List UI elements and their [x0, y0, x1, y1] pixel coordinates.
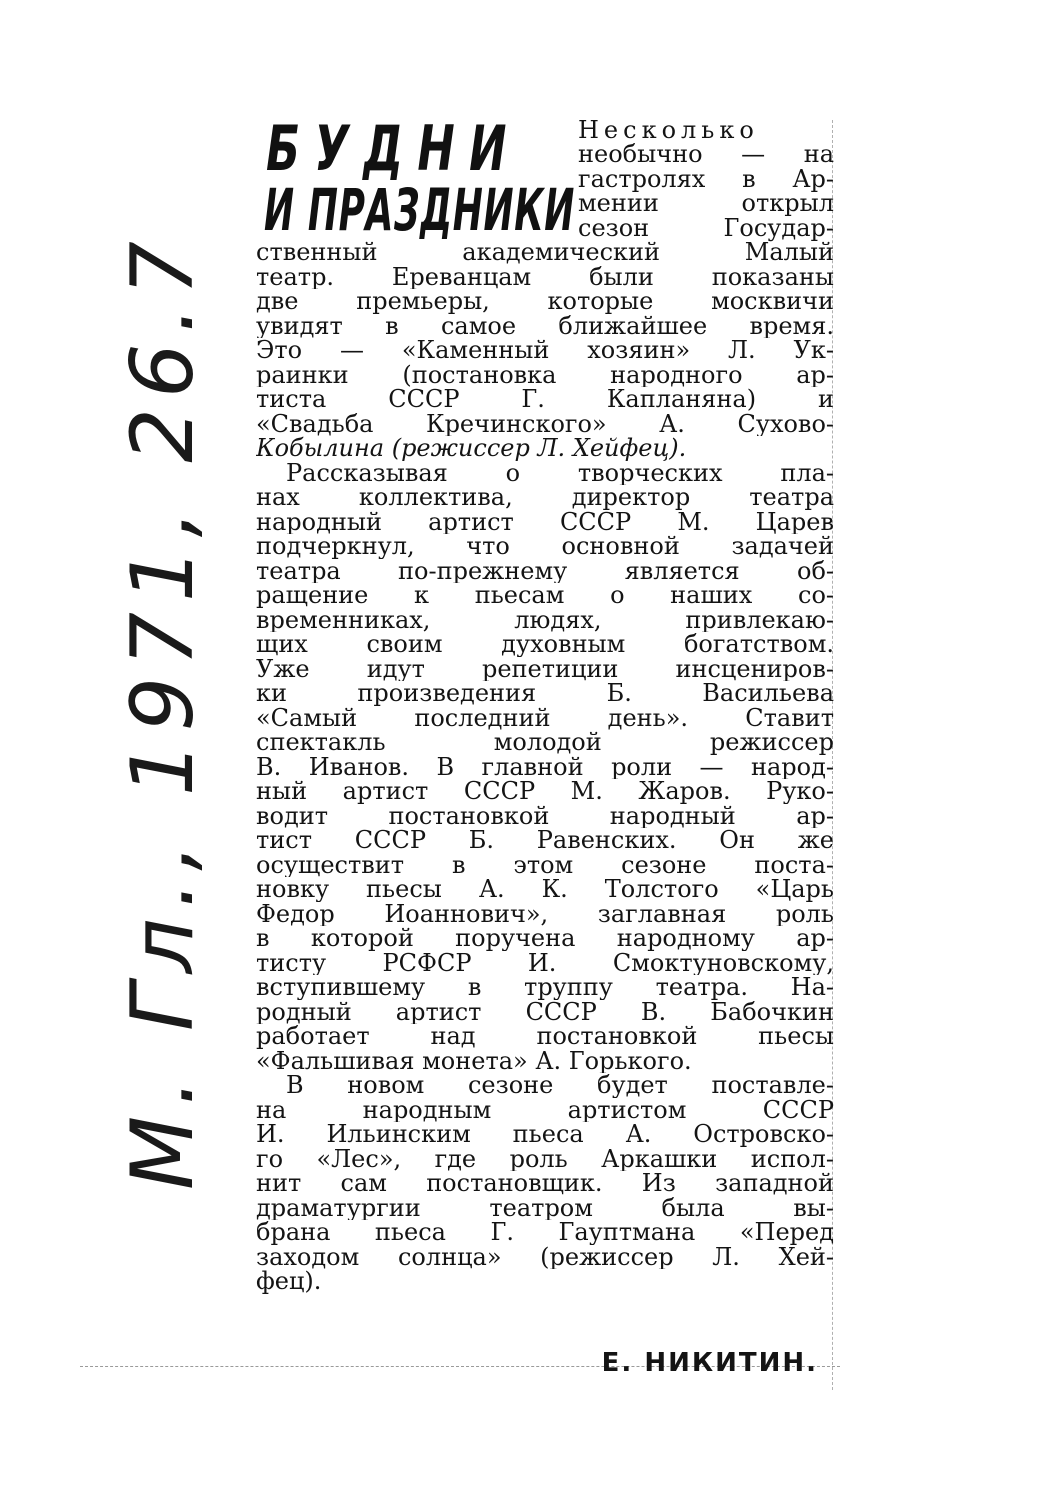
article-line: ственный академический Малый — [256, 240, 834, 265]
article-line: драматургии театром была вы- — [256, 1195, 834, 1220]
article-line: раинки (постановка народного ар- — [256, 362, 834, 387]
article-line: И. Ильинским пьеса А. Островско- — [256, 1122, 834, 1147]
article-line: Это — «Каменный хозяин» Л. Ук- — [256, 338, 834, 363]
article-line: тист СССР Б. Равенских. Он же — [256, 828, 834, 853]
article-line: театра по-прежнему является об- — [256, 558, 834, 583]
article-line: ращение к пьесам о наших со- — [256, 583, 834, 608]
article-line: В. Иванов. В главной роли — народ- — [256, 754, 834, 779]
article-line: «Свадьба Кречинского» А. Сухово- — [256, 411, 834, 436]
article-line: спектакль молодой режиссер — [256, 730, 834, 755]
article-line: нах коллектива, директор театра — [256, 485, 834, 510]
article-line: водит постановкой народный ар- — [256, 803, 834, 828]
article-line: фец). — [256, 1269, 322, 1294]
article-line: временниках, людях, привлекаю- — [256, 607, 834, 632]
article-line: «Фальшивая монета» А. Горького. — [256, 1048, 692, 1073]
lead-line: гастролях в Ар- — [578, 164, 834, 193]
article-line: В новом сезоне будет поставле- — [286, 1073, 834, 1098]
article-line: заходом солнца» (режиссер Л. Хей- — [256, 1244, 834, 1269]
article-line: нит сам постановщик. Из западной — [256, 1171, 834, 1196]
article-line: осуществит в этом сезоне поста- — [256, 852, 834, 877]
lead-line: необычно — на — [578, 140, 834, 169]
article-line: народный артист СССР М. Царев — [256, 509, 834, 534]
article-line: на народным артистом СССР — [256, 1097, 834, 1122]
article-line: в которой поручена народному ар- — [256, 926, 834, 951]
handwritten-date-note: М. Гл., 1971, 26.7 — [113, 231, 213, 1190]
article-line: брана пьеса Г. Гауптмана «Перед — [256, 1220, 834, 1245]
article-line: работает над постановкой пьесы — [256, 1024, 834, 1049]
article-line: Кобылина (режиссер Л. Хейфец). — [256, 436, 687, 461]
article-line: «Самый последний день». Ставит — [256, 705, 834, 730]
handwritten-annotation — [108, 231, 218, 1190]
lead-line: сезон Государ- — [578, 213, 834, 242]
article-line: вступившему в труппу театра. На- — [256, 975, 834, 1000]
lead-line: мении открыл — [578, 189, 834, 218]
article-line: ки произведения Б. Васильева — [256, 681, 834, 706]
author-signature: Е. НИКИТИН. — [601, 1348, 818, 1378]
lead-paragraph — [578, 118, 834, 240]
article-line: родный артист СССР В. Бабочкин — [256, 999, 834, 1024]
article-line: две премьеры, которые москвичи — [256, 289, 834, 314]
article-line: тиста СССР Г. Капланяна) и — [256, 387, 834, 412]
headline-line-2: И ПРАЗДНИКИ — [264, 176, 575, 244]
article-line: тисту РСФСР И. Смоктуновскому, — [256, 950, 834, 975]
article-line: Федор Иоаннович», заглавная роль — [256, 901, 834, 926]
article-line: увидят в самое ближайшее время. — [256, 313, 834, 338]
article-line: Уже идут репетиции инсцениров- — [256, 656, 834, 681]
article-line: подчеркнул, что основной задачей — [256, 534, 834, 559]
article-line: Рассказывая о творческих пла- — [286, 460, 834, 485]
article-line: театр. Ереванцам были показаны — [256, 264, 834, 289]
article-body — [256, 240, 834, 1294]
article-line: щих своим духовным богатством. — [256, 632, 834, 657]
headline-line-1: БУДНИ — [266, 112, 521, 185]
lead-line: Несколько — [578, 116, 759, 144]
article-headline — [256, 112, 575, 248]
article-line: новку пьесы А. К. Толстого «Царь — [256, 877, 834, 902]
article-line: ный артист СССР М. Жаров. Руко- — [256, 779, 834, 804]
newspaper-clipping — [238, 108, 846, 1398]
article-line: го «Лес», где роль Аркашки испол- — [256, 1146, 834, 1171]
